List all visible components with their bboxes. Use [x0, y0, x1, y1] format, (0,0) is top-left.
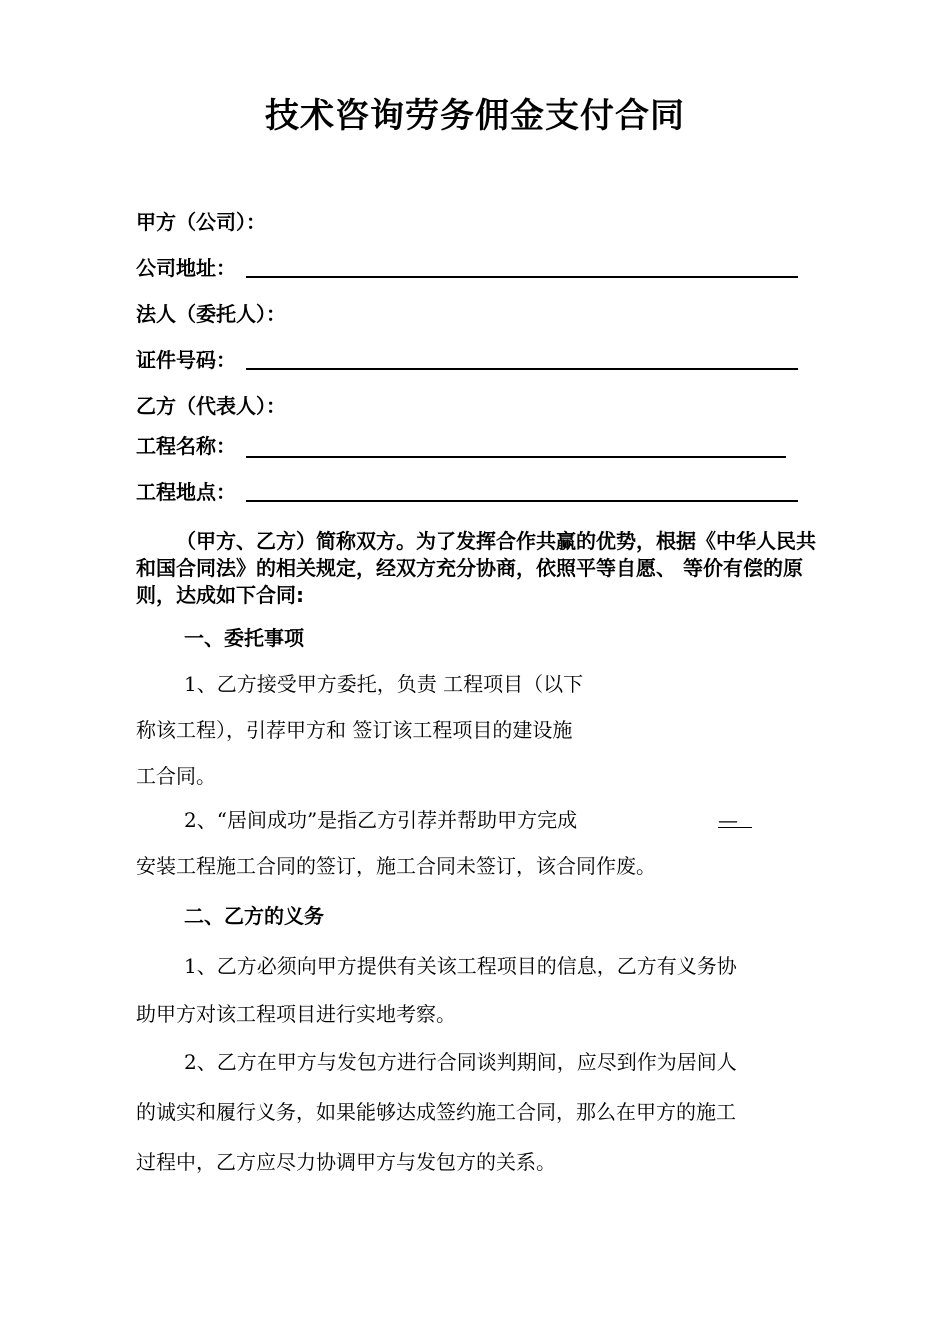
field-id-number: 证件号码： [136, 348, 236, 372]
project-name-blank-line [246, 456, 786, 458]
section1-heading: 一、委托事项 [184, 626, 304, 650]
field-party-b: 乙方（代表人）： [136, 394, 286, 418]
section2-item2-line1: 2、乙方在甲方与发包方进行合同谈判期间，应尽到作为居间人 [184, 1050, 737, 1074]
section2-heading: 二、乙方的义务 [184, 904, 324, 928]
section2-item1-line2: 助甲方对该工程项目进行实地考察。 [136, 1002, 456, 1026]
section1-item1-line1: 1、乙方接受甲方委托，负责 工程项目（以下 [184, 672, 584, 696]
field-project-location: 工程地点： [136, 480, 236, 504]
project-location-blank-line [246, 500, 798, 502]
section1-item2-mark: — [718, 808, 738, 832]
section1-item1-line2: 称该工程），引荐甲方和 签订该工程项目的建设施 [136, 718, 573, 742]
section1-item2-line1: 2、“居间成功”是指乙方引荐并帮助甲方完成 [184, 808, 578, 832]
company-address-blank-line [246, 276, 798, 278]
field-company-address: 公司地址： [136, 256, 236, 280]
intro-paragraph: （甲方、乙方）简称双方。为了发挥合作共赢的优势，根据《中华人民共和国合同法》的相关规定，经双方充分协商，依照平等自愿、 等价有偿的原则，达成如下合同: [136, 529, 816, 607]
section2-item2-line3: 过程中，乙方应尽力协调甲方与发包方的关系。 [136, 1150, 556, 1174]
section1-item2-blank-line [718, 827, 752, 828]
field-project-name: 工程名称： [136, 434, 236, 458]
section1-item1-line3: 工合同。 [136, 764, 216, 788]
section1-item2-line2: 安装工程施工合同的签订，施工合同未签订，该合同作废。 [136, 854, 656, 878]
document-title: 技术咨询劳务佣金支付合同 [265, 96, 685, 136]
id-number-blank-line [246, 368, 798, 370]
field-legal-rep: 法人（委托人）： [136, 302, 286, 326]
field-party-a: 甲方（公司）： [136, 210, 266, 234]
section2-item2-line2: 的诚实和履行义务，如果能够达成签约施工合同，那么在甲方的施工 [136, 1100, 736, 1124]
section2-item1-line1: 1、乙方必须向甲方提供有关该工程项目的信息，乙方有义务协 [184, 954, 737, 978]
